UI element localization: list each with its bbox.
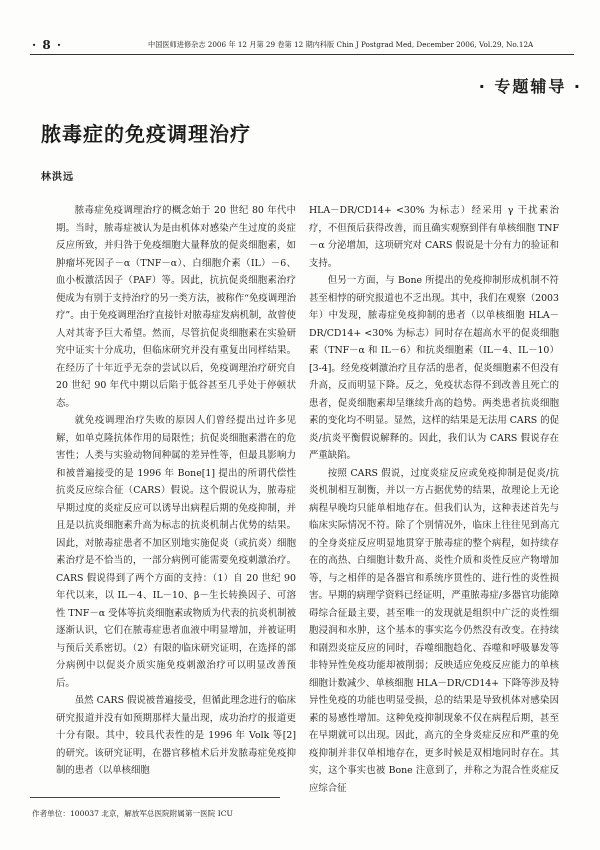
paragraph: 按照 CARS 假说，过度炎症反应或免疫抑制是促炎/抗炎机制相互制衡，并以一方占据优势的结果，故理论上无论病程早晚均只能单相地存在。但我们认为，这种表述首先与临床实际情况不符。除了个别情况外，临床上往往见到高亢的全身炎症反应明显地贯穿于脓毒症的整个病程，如持续存在的高热、白细胞计数升高、炎性介质和炎性反应产物增加等，与之相伴的是各器官和系统序贯性的、进行性的炎性损害。早期的病理学资料已经证明，严重脓毒症/多器官功能障碍综合征最主要，甚至唯一的发现就是组织中广泛的炎性细胞浸润和水肿，这个基本的事实迄今仍然没有改变。在持续和剧烈炎症反应的同时，吞噬细胞趋化、吞噬和呼吸暴发等非特异性免疫功能却被削弱；反映适应免疫反应能力的单核细胞计数减少、单核细胞 HLA－DR/CD14+ 下降等涉及特异性免疫的功能也明显受损，总的结果是导致机体对感染因素的易感性增加。这种免疫抑制现象不仅在病程后期，甚至在早期就可以出现。因此，高亢的全身炎症反应和严重的免疫抑制并非仅单相地存在，更多时候是双相地同时存在。其实，这个事实也被 Bone 注意到了，并称之为混合性炎症反应综合征 bbox=[309, 467, 559, 794]
paragraph: 虽然 CARS 假说被普遍接受，但循此理念进行的临床研究报道并没有如预期那样大量出现，成功治疗的报道更十分有限。其中，较具代表性的是 1996 年 Volk 等[2] 的研究。该研究证明，在器官移植术后并发脓毒症免疫抑制的患者（以单核细胞 bbox=[56, 695, 296, 776]
footnote-rule bbox=[30, 797, 280, 798]
paragraph: 脓毒症免疫调理治疗的概念始于 20 世纪 80 年代中期。当时，脓毒症被认为是由机体对感染产生过度的炎症反应所致，并归咎于免疫细胞大量释放的促炎细胞素，如肿瘤坏死因子－α（TNF－α）、白细胞介素（IL）－6、血小板激活因子（PAF）等。因此，抗抗促炎细胞素治疗便成为有别于支持治疗的另一类方法，被称作“免疫调理治疗”。由于免疫调理治疗直接针对脓毒症发病机制，故曾使人对其寄予巨大希望。然而，尽管抗促炎细胞素在实验研究中证实十分成功，但临床研究并没有重复出同样结果。在经历了十年近乎无奈的尝试以后，免疫调理治疗研究自 20 世纪 90 年代中期以后陷于低谷甚至几乎处于停顿状态。 bbox=[56, 205, 296, 409]
paragraph: 但另一方面，与 Bone 所提出的免疫抑制形成机制不符甚至相悖的研究报道也不乏出现。其中，我们在观察（2003 年）中发现，脓毒症免疫抑制的患者（以单核细胞 HLA－DR/CD14+ <30% 为标志）同时存在超高水平的促炎细胞素（TNF－α 和 IL－6）和抗炎细胞素（IL－4、IL－10）[3-4]。经免疫刺激治疗且存活的患者，促炎细胞素不但没有升高，反而明显下降。反之，免疫状态得不到改善且死亡的患者，促炎细胞素却呈继续升高的趋势。两类患者抗炎细胞素的变化均不明显。显然，这样的结果是无法用 CARS 的促炎/抗炎平衡假说解释的。因此，我们认为 CARS 假说存在严重缺陷。 bbox=[309, 275, 559, 461]
section-tag: · 专题辅导 · bbox=[478, 77, 582, 96]
footnote: 作者单位：100037 北京，解放军总医院附属第一医院 ICU bbox=[32, 809, 233, 818]
page-number: · 8 · bbox=[32, 38, 63, 52]
right-column bbox=[309, 202, 559, 797]
header-rule bbox=[30, 54, 574, 55]
author: 林洪远 bbox=[41, 172, 74, 183]
paragraph: HLA－DR/CD14+ <30% 为标志）经采用 γ 干扰素治疗，不但预后获得改善，而且确实观察到伴有单核细胞 TNF－α 分泌增加，这项研究对 CARS 假说是十分有力的验证和支持。 bbox=[309, 205, 559, 269]
article-title: 脓毒症的免疫调理治疗 bbox=[41, 122, 251, 146]
paragraph: 就免疫调理治疗失败的原因人们曾经提出过许多见解，如单克隆抗体作用的局限性；抗促炎细胞素潜在的危害性；人类与实验动物间种属的差异性等，但最具影响力和被普遍接受的是 1996 年 Bone[1] 提出的所谓代偿性抗炎反应综合征（CARS）假说。这个假说认为，脓毒症早期过度的炎症反应可以诱导出病程后期的免疫抑制，并且是以抗炎细胞素升高为标志的抗炎机制占优势的结果。因此，对脓毒症患者不加区别地实施促炎（或抗炎）细胞素治疗是不恰当的，一部分病例可能需要免疫刺激治疗。CARS 假说得到了两个方面的支持：（1）自 20 世纪 90 年代以来，以 IL－4、IL－10、β－生长转换因子、可溶性 TNF－α 受体等抗炎细胞素或物质为代表的抗炎机制被逐渐认识，它们在脓毒症患者血液中明显增加，并被证明与预后关系密切。（2）有限的临床研究证明，在选择的部分病例中以促炎介质实施免疫刺激治疗可以明显改善预后。 bbox=[56, 415, 296, 689]
running-head: 中国医师进修杂志 2006 年 12 月第 29 卷第 12 期内科版 Chin J Postgrad Med, December 2006, Vol.29, No.12A bbox=[148, 40, 534, 49]
left-column bbox=[56, 202, 296, 780]
